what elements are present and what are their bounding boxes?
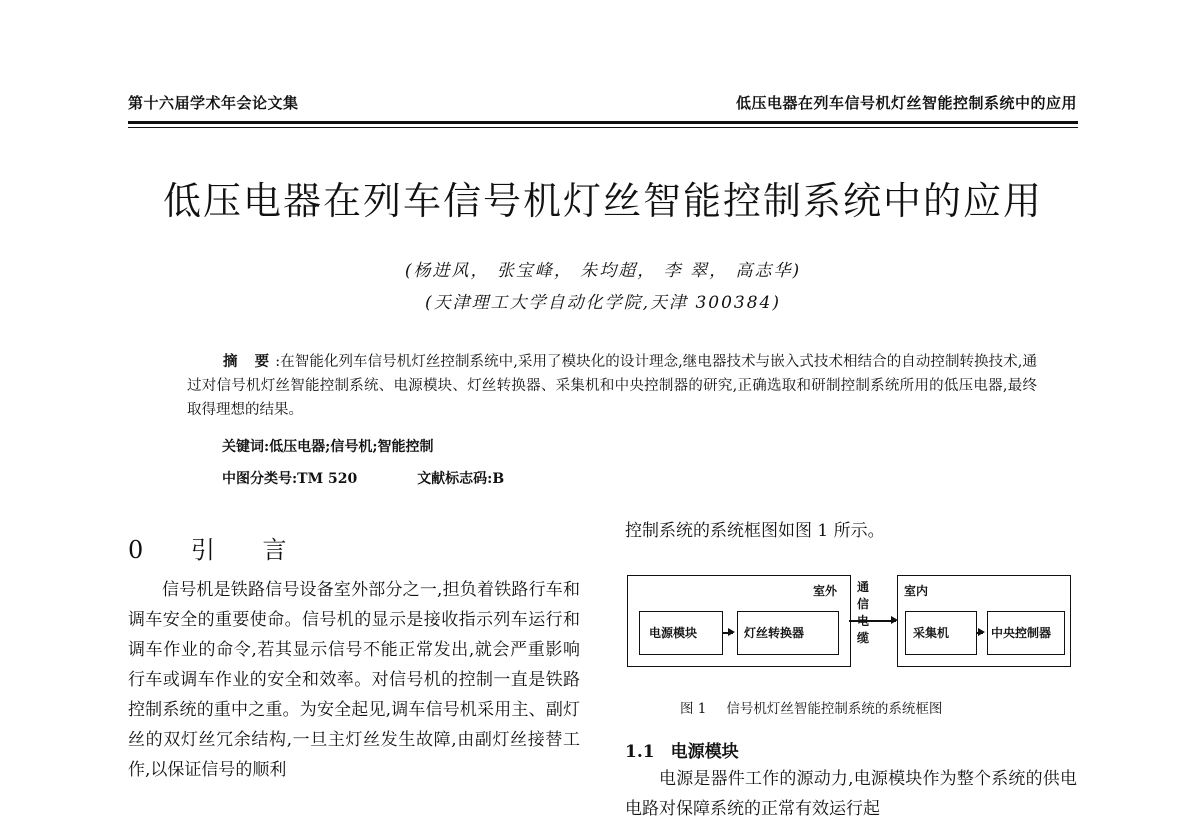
figure-caption-number: 图 1: [680, 701, 707, 717]
paper-authors: (杨进风， 张宝峰， 朱均超， 李 翠， 高志华): [404, 261, 802, 281]
header-rule-thin: [128, 127, 1078, 128]
classification-line: [222, 468, 504, 488]
figure-caption: [680, 697, 942, 717]
communication-cable-label: [857, 579, 869, 647]
cable-char-2: 信: [857, 597, 870, 611]
cable-char-4: 缆: [857, 631, 870, 645]
abstract-text: :在智能化列车信号机灯丝控制系统中,采用了模块化的设计理念,继电器技术与嵌入式技术相结合的自动控制转换技术,通过对信号机灯丝智能控制系统、电源模块、灯丝转换器、采集机和中央控制器的研究,正确选取和研制控制系统所用的低压电器,最终取得理想的结果。: [187, 354, 1037, 418]
cable-link-line: [849, 620, 896, 622]
indoor-label: 室内: [904, 584, 929, 598]
cable-char-3: [857, 613, 869, 630]
outdoor-label: 室外: [813, 584, 838, 598]
figure-caption-text: 信号机灯丝智能控制系统的系统框图: [726, 701, 943, 717]
section-1-1-title: 电源模块: [670, 742, 739, 762]
section-1-1-paragraph: 电源是器件工作的源动力,电源模块作为整个系统的供电电路对保障系统的正常有效运行起: [625, 769, 1077, 819]
power-module-label: 电源模块: [649, 626, 698, 640]
section-0-number: 0: [128, 536, 164, 564]
section-0-title: 引 言: [190, 536, 307, 564]
section-0-heading: [128, 530, 307, 565]
paper-title: 低压电器在列车信号机灯丝智能控制系统中的应用: [162, 179, 1043, 223]
running-header-left: 第十六届学术年会论文集: [128, 94, 299, 112]
classification-number: 中图分类号:TM 520: [222, 471, 358, 487]
figure-intro-text: 控制系统的系统框图如图 1 所示。: [625, 521, 885, 541]
arrow-power-to-converter: [723, 632, 733, 634]
document-code: 文献标志码:B: [417, 471, 505, 487]
running-header-right: 低压电器在列车信号机灯丝智能控制系统中的应用: [735, 94, 1077, 112]
section-1-1-heading: [625, 737, 739, 762]
abstract: [187, 350, 1037, 422]
keywords: 关键词:低压电器;信号机;智能控制: [222, 439, 434, 455]
section-0-paragraph: 信号机是铁路信号设备室外部分之一,担负着铁路行车和调车安全的重要使命。信号机的显示是接收指示列车运行和调车作业的命令,若其显示信号不能正常发出,就会严重影响行车或调车作业的安全和效率。对信号机的控制一直是铁路控制系统的重中之重。为安全起见,调车信号机采用主、副灯丝的双灯丝冗余结构,一旦主灯丝发生故障,由副灯丝接替工作,以保证信号的顺利: [128, 580, 580, 780]
paper-affiliation: (天津理工大学自动化学院,天津 300384): [425, 293, 781, 313]
collector-label: 采集机: [913, 626, 950, 640]
filament-converter-label: 灯丝转换器: [744, 626, 805, 640]
section-1-1-number: 1.1: [625, 742, 655, 762]
abstract-label: 摘 要: [223, 353, 276, 370]
cable-char-1: 通: [857, 580, 870, 594]
arrow-collector-to-controller: [977, 632, 983, 634]
system-block-diagram: [627, 575, 1072, 668]
central-controller-label: 中央控制器: [991, 626, 1052, 640]
header-rule-thick: [128, 121, 1078, 124]
